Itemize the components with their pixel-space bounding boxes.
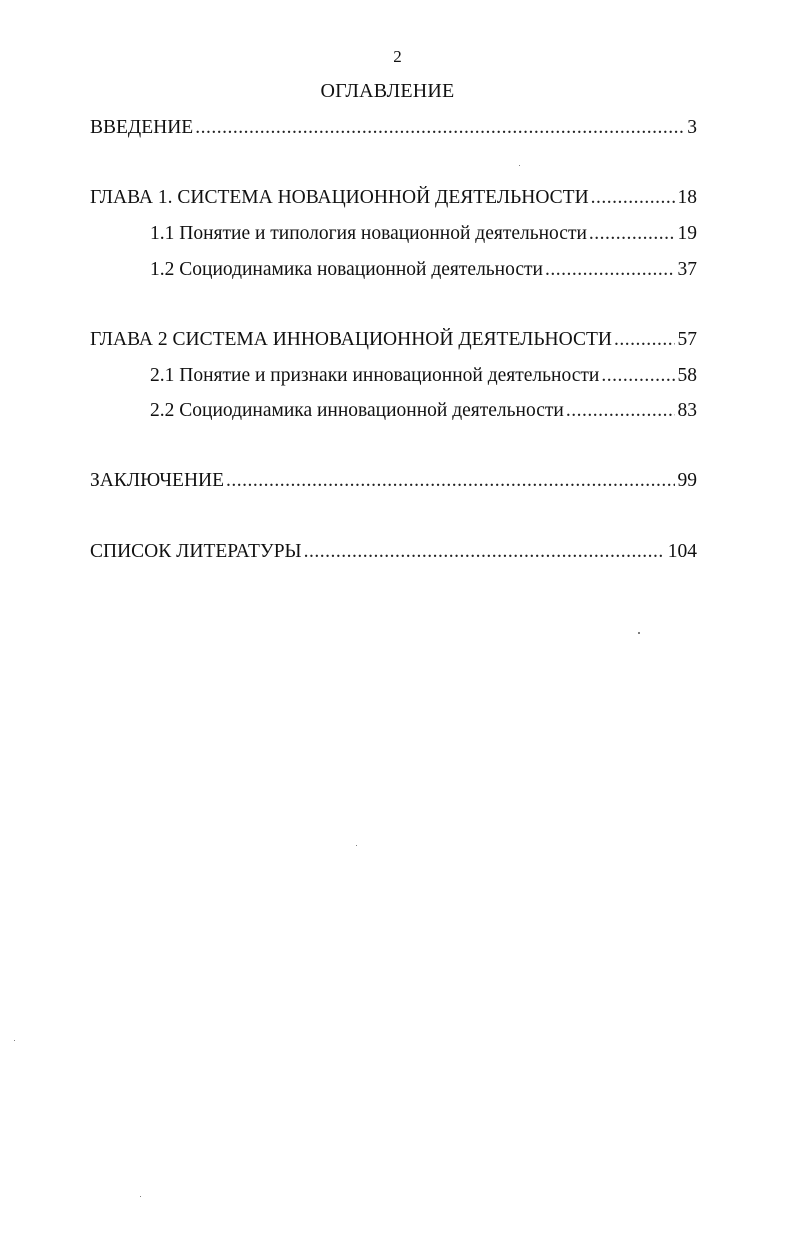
toc-entry-page: 83 xyxy=(677,400,697,421)
toc-entry-label: ГЛАВА 1. СИСТЕМА НОВАЦИОННОЙ ДЕЯТЕЛЬНОСТИ xyxy=(90,187,589,208)
toc-dot-leader xyxy=(614,328,675,352)
scan-speck xyxy=(14,1040,15,1041)
toc-entry-section-2-1[interactable] xyxy=(150,364,697,388)
toc-dot-leader xyxy=(601,364,674,388)
scan-speck xyxy=(519,165,520,166)
toc-dot-leader xyxy=(304,540,665,564)
page-number: 2 xyxy=(393,47,402,66)
scan-speck xyxy=(356,845,357,846)
toc-dot-leader xyxy=(589,222,675,246)
toc-entry-page: 58 xyxy=(677,365,697,386)
scan-speck xyxy=(140,1196,141,1197)
toc-entry-page: 19 xyxy=(677,223,697,244)
toc-entry-page: 18 xyxy=(677,187,697,208)
toc-entry-page: 99 xyxy=(677,470,697,491)
toc-entry-label: 1.2 Социодинамика новационной деятельности xyxy=(150,259,543,280)
toc-entry-section-1-2[interactable] xyxy=(150,258,697,282)
toc-entry-page: 104 xyxy=(667,541,697,562)
toc-dot-leader xyxy=(195,116,684,140)
scan-speck xyxy=(638,632,640,634)
toc-entry-label: 1.1 Понятие и типология новационной деятельности xyxy=(150,223,587,244)
toc-entry-page: 57 xyxy=(677,329,697,350)
toc-dot-leader xyxy=(566,399,675,423)
toc-entry-label: ЗАКЛЮЧЕНИЕ xyxy=(90,470,225,491)
toc-entry-label: ВВЕДЕНИЕ xyxy=(90,117,194,138)
toc-entry-section-1-1[interactable] xyxy=(150,222,697,246)
toc-entry-label: 2.2 Социодинамика инновационной деятельности xyxy=(150,400,564,421)
toc-entry-page: 3 xyxy=(687,117,697,138)
toc-entry-chapter-2[interactable] xyxy=(90,328,697,352)
toc-entry-bibliography[interactable] xyxy=(90,540,697,564)
toc-entry-label: СПИСОК ЛИТЕРАТУРЫ xyxy=(90,541,302,562)
toc-entry-introduction[interactable] xyxy=(90,116,697,140)
toc-entry-chapter-1[interactable] xyxy=(90,186,697,210)
toc-dot-leader xyxy=(545,258,675,282)
toc-entry-label: ГЛАВА 2 СИСТЕМА ИННОВАЦИОННОЙ ДЕЯТЕЛЬНОСТИ xyxy=(90,329,612,350)
toc-entry-section-2-2[interactable] xyxy=(150,399,697,423)
toc-title: ОГЛАВЛЕНИЕ xyxy=(320,80,455,102)
toc-dot-leader xyxy=(591,186,675,210)
toc-entry-conclusion[interactable] xyxy=(90,469,697,493)
toc-entry-label: 2.1 Понятие и признаки инновационной деятельности xyxy=(150,365,600,386)
toc-entry-page: 37 xyxy=(677,259,697,280)
toc-dot-leader xyxy=(226,469,674,493)
